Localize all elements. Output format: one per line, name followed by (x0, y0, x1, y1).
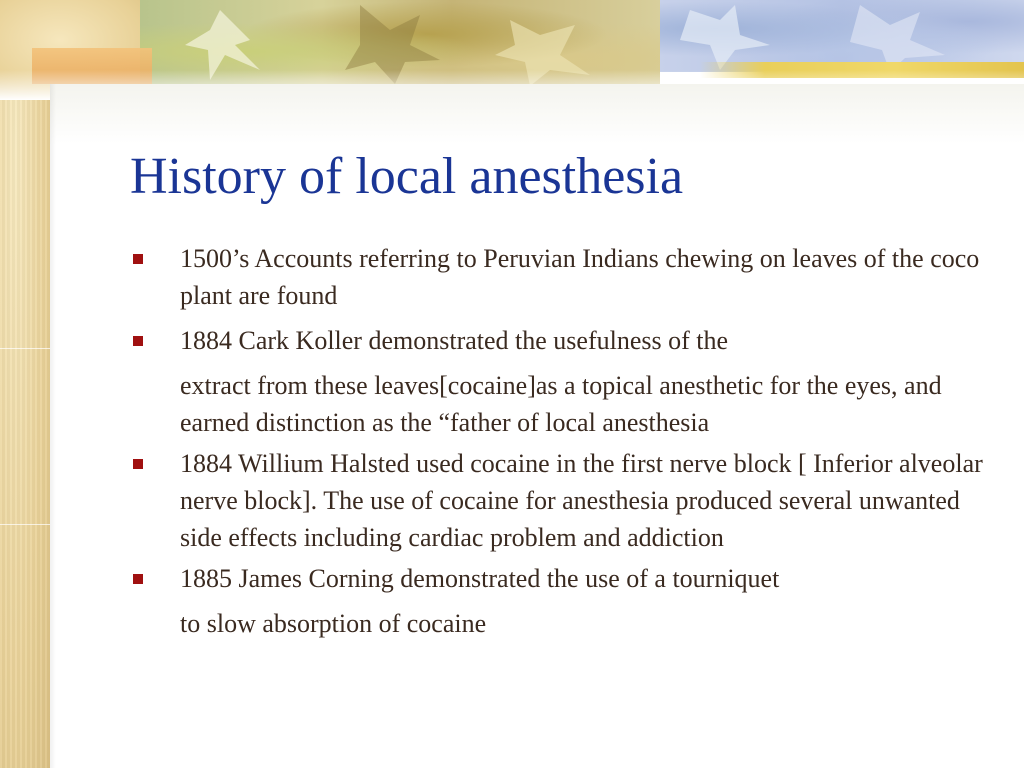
bullet-text: 1884 Willium Halsted used cocaine in the first nerve block [ Inferior alveolar nerve block]. The use of cocaine for anesthesia produced several unwanted side effects including cardiac problem and addiction (180, 449, 983, 552)
bullet-text-first-line: 1884 Cark Koller demonstrated the usefulness of the (180, 326, 729, 355)
bullet-item (130, 560, 990, 642)
bullet-list (130, 240, 990, 646)
slide-title: History of local anesthesia (130, 148, 684, 205)
bullet-item (130, 445, 990, 556)
bullet-text-continuation: extract from these leaves[cocaine]as a topical anesthetic for the eyes, and earned distinction as the “father of local anesthesia (180, 371, 942, 437)
bullet-text-continuation: to slow absorption of cocaine (180, 609, 487, 638)
bullet-item (130, 322, 990, 441)
strip-divider (0, 524, 50, 525)
parchment-side-strip (0, 0, 50, 768)
square-bullet-icon (133, 459, 143, 469)
bullet-text-first-line: 1885 James Corning demonstrated the use of a tourniquet (180, 564, 780, 593)
square-bullet-icon (133, 336, 143, 346)
bullet-item (130, 240, 990, 314)
square-bullet-icon (133, 254, 143, 264)
strip-divider (0, 348, 50, 349)
content-shadow-edge (50, 84, 56, 768)
content-top-sheen (50, 84, 1024, 144)
square-bullet-icon (133, 574, 143, 584)
bullet-text: 1500’s Accounts referring to Peruvian Indians chewing on leaves of the coco plant are found (180, 244, 980, 310)
